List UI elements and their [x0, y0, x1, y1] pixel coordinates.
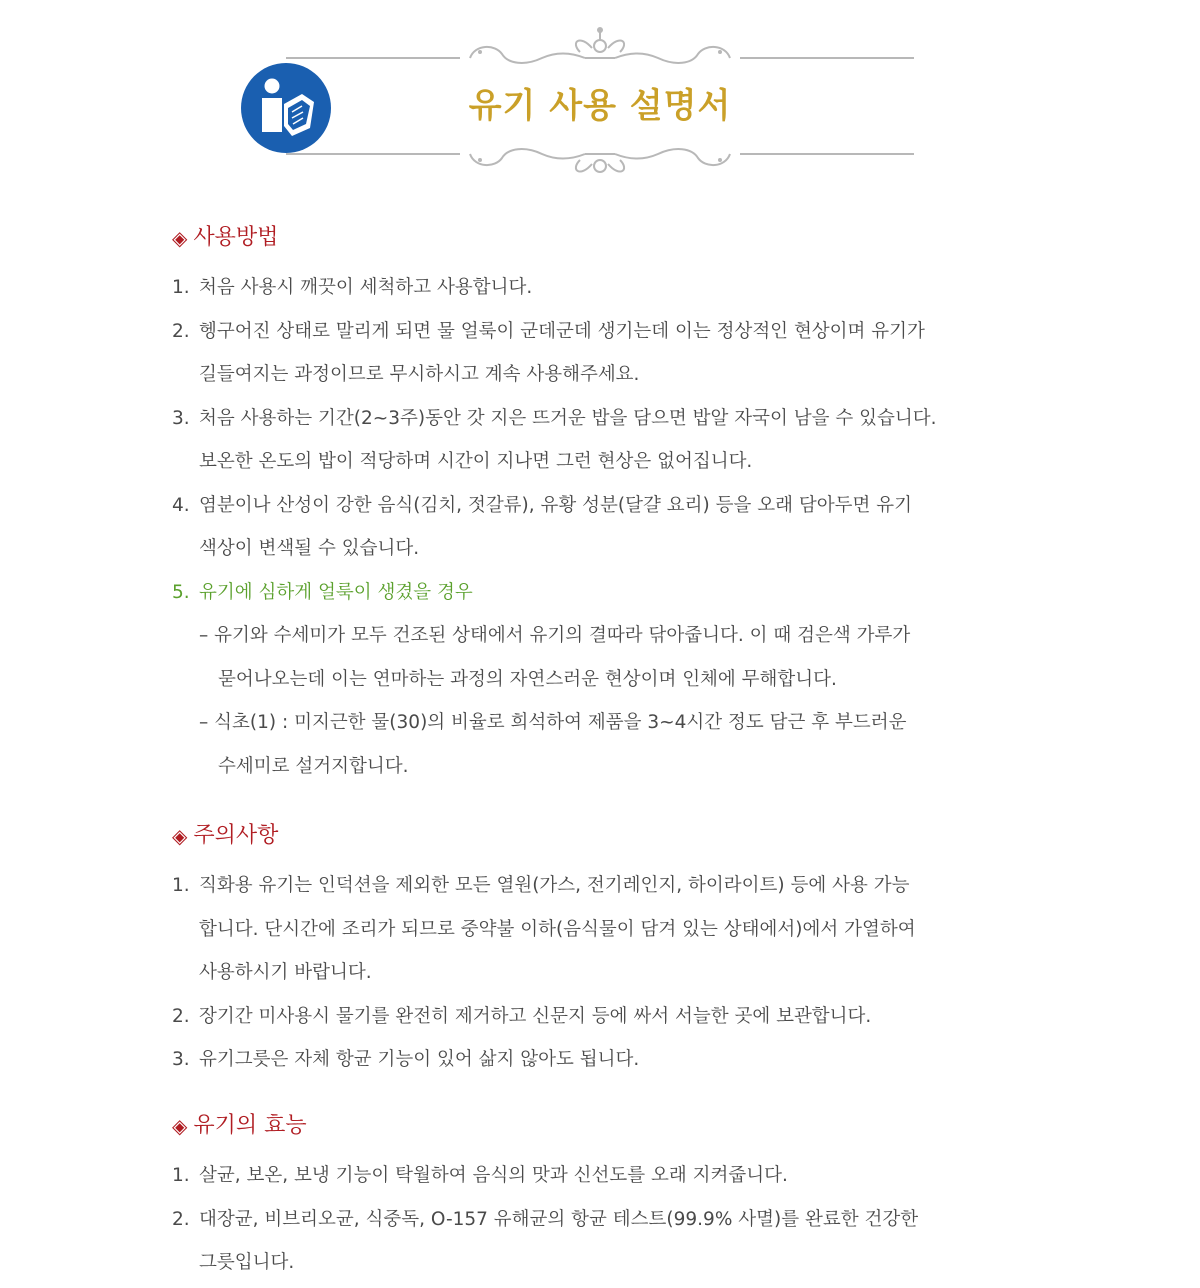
item-text: 직화용 유기는 인덕션을 제외한 모든 열원(가스, 전기레인지, 하이라이트) 등에 사용 가능: [199, 875, 910, 896]
list-item: [172, 397, 1032, 484]
section-heading-text: 주의사항: [193, 823, 279, 848]
item-text: 살균, 보온, 보냉 기능이 탁월하여 음식의 맛과 신선도를 오래 지켜줍니다.: [199, 1165, 788, 1186]
item-text: 처음 사용시 깨끗이 세척하고 사용합니다.: [199, 277, 533, 298]
item-text: 유기그릇은 자체 항균 기능이 있어 삶지 않아도 됩니다.: [199, 1049, 640, 1070]
diamond-bullet-icon: ◈: [172, 824, 188, 848]
item-text: 사용하시기 바랍니다.: [199, 962, 372, 983]
sub-item: [172, 701, 1032, 788]
item-number: 3.: [172, 1049, 190, 1070]
sub-item: [172, 614, 1032, 701]
item-text: 색상이 변색될 수 있습니다.: [199, 538, 420, 559]
section-heading-text: 유기의 효능: [193, 1113, 307, 1138]
diamond-bullet-icon: ◈: [172, 1114, 188, 1138]
sub-item-text: – 식초(1) : 미지근한 물(30)의 비율로 희석하여 제품을 3~4시간 정도 담근 후 부드러운: [199, 712, 907, 733]
item-text: 합니다. 단시간에 조리가 되므로 중약불 이하(음식물이 담겨 있는 상태에서)에서 가열하여: [199, 918, 916, 940]
item-number: 1.: [172, 277, 190, 298]
sub-item-text: – 유기와 수세미가 모두 건조된 상태에서 유기의 결따라 닦아줍니다. 이 때 검은색 가루가: [199, 625, 911, 646]
ornament-bottom-icon: [280, 128, 920, 188]
item-number: 5.: [172, 581, 190, 603]
list-item: [172, 266, 1032, 310]
item-text: 처음 사용하는 기간(2~3주)동안 갓 지은 뜨거운 밥을 담으면 밥알 자국이 남을 수 있습니다.: [199, 407, 937, 429]
item-number: 3.: [172, 407, 190, 429]
item-number: 1.: [172, 875, 190, 896]
item-text: 염분이나 산성이 강한 음식(김치, 젓갈류), 유황 성분(달걀 요리) 등을 오래 담아두면 유기: [199, 494, 912, 516]
item-text: 장기간 미사용시 물기를 완전히 제거하고 신문지 등에 싸서 서늘한 곳에 보관합니다.: [199, 1005, 872, 1027]
section-heading-text: 사용방법: [193, 225, 279, 250]
section-heading: [172, 1110, 1032, 1154]
section-benefits: [172, 1110, 1032, 1285]
diamond-bullet-icon: ◈: [172, 226, 188, 250]
ornament-top-icon: [280, 24, 920, 84]
section-usage: [172, 222, 1032, 788]
item-number: 2.: [172, 1005, 190, 1027]
list-item: [172, 571, 1032, 789]
list-item: [172, 1038, 1032, 1082]
list-item: [172, 995, 1032, 1039]
item-number: 4.: [172, 494, 190, 516]
item-number: 1.: [172, 1165, 190, 1186]
section-cautions: [172, 820, 1032, 1082]
list-item: [172, 310, 1032, 397]
list-item: [172, 864, 1032, 995]
page-header: [0, 0, 1200, 200]
item-text: 헹구어진 상태로 말리게 되면 물 얼룩이 군데군데 생기는데 이는 정상적인 현상이며 유기가: [199, 320, 925, 342]
item-text: 대장균, 비브리오균, 식중독, O-157 유해균의 항균 테스트(99.9% 사멸)를 완료한 건강한: [199, 1208, 919, 1230]
item-number: 2.: [172, 320, 190, 342]
list-item: [172, 1154, 1032, 1198]
section-heading: [172, 820, 1032, 864]
item-text: 그릇입니다.: [199, 1252, 295, 1273]
list-item: [172, 1198, 1032, 1285]
item-text: 유기에 심하게 얼룩이 생겼을 경우: [199, 581, 473, 603]
section-heading: [172, 222, 1032, 266]
item-text: 보온한 온도의 밥이 적당하며 시간이 지나면 그런 현상은 없어집니다.: [199, 451, 753, 472]
item-text: 길들여지는 과정이므로 무시하시고 계속 사용해주세요.: [199, 364, 640, 385]
sub-item-text: 수세미로 설거지합니다.: [218, 755, 409, 777]
item-number: 2.: [172, 1208, 190, 1230]
list-item: [172, 484, 1032, 571]
sub-item-text: 묻어나오는데 이는 연마하는 과정의 자연스러운 현상이며 인체에 무해합니다.: [218, 668, 837, 690]
page-title: 유기 사용 설명서: [468, 86, 732, 126]
